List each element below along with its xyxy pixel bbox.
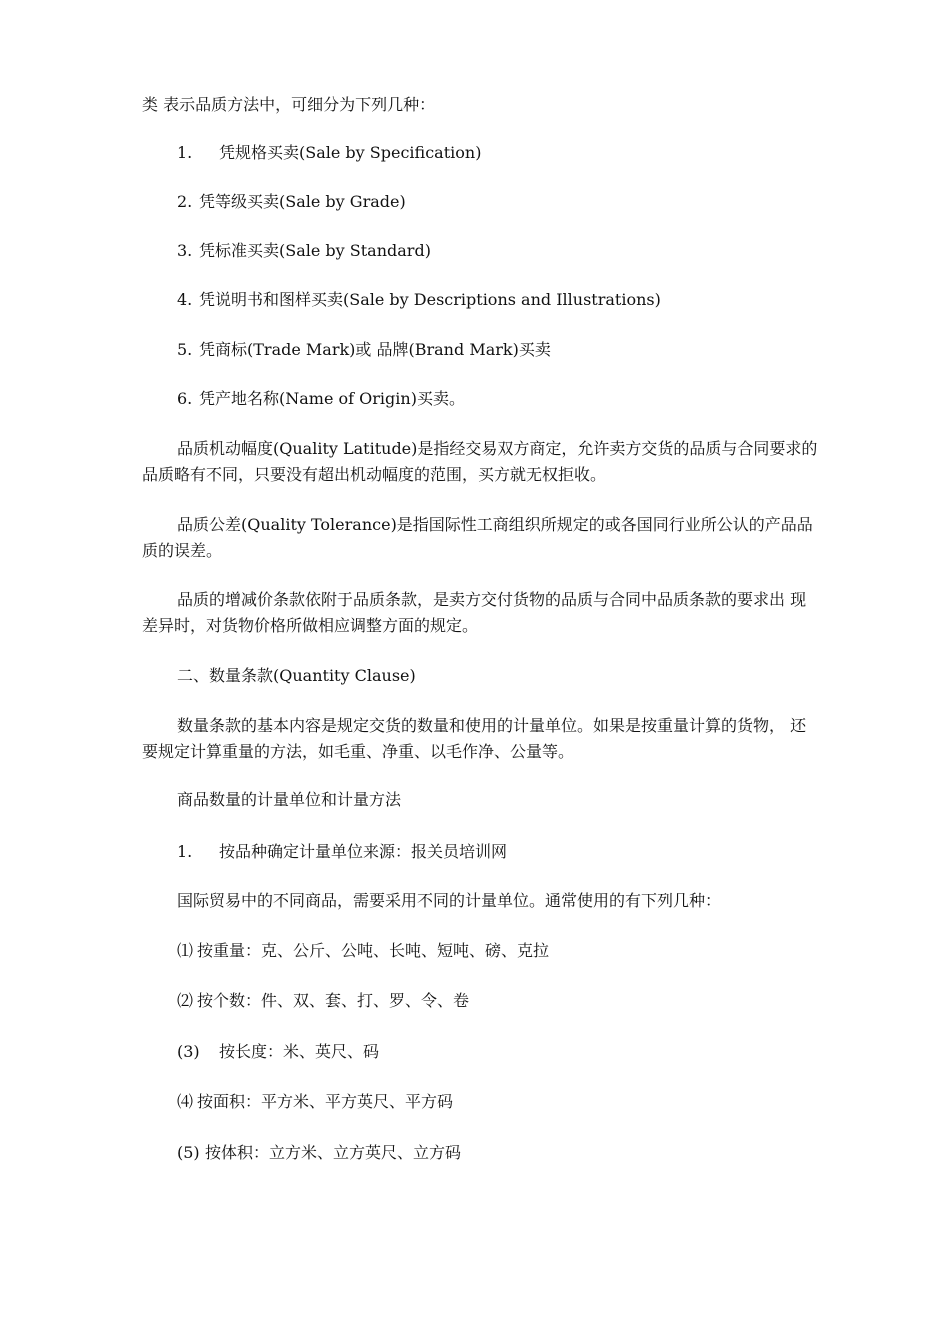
method-item — [177, 339, 857, 361]
method-item — [177, 240, 857, 262]
method-text: 凭规格买卖(Sale by Specification) — [219, 143, 482, 162]
unit-type-text: 按重量：克、公斤、公吨、长吨、短吨、磅、克拉 — [197, 941, 550, 960]
paragraph-quality-tolerance: 品质公差(Quality Tolerance)是指国际性工商组织所规定的或各国同行业所公认的产品品质的误差。 — [142, 515, 813, 560]
paragraph-price-adjust: 品质的增减价条款依附于品质条款，是卖方交付货物的品质与合同中品质条款的要求出 现差异时，对货物价格所做相应调整方面的规定。 — [142, 590, 807, 635]
method-number: 3. — [177, 241, 193, 260]
unit-type-item — [177, 1091, 857, 1113]
unit-type-text: 按长度：米、英尺、码 — [219, 1042, 380, 1061]
method-number: 4. — [177, 290, 193, 309]
units-heading: 商品数量的计量单位和计量方法 — [177, 790, 402, 809]
method-item — [177, 142, 857, 164]
units-item — [177, 841, 857, 863]
units-intro: 国际贸易中的不同商品，需要采用不同的计量单位。通常使用的有下列几种： — [177, 891, 722, 910]
unit-type-text: 按面积：平方米、平方英尺、平方码 — [197, 1092, 454, 1111]
unit-type-text: 按个数：件、双、套、打、罗、令、卷 — [197, 991, 470, 1010]
method-text: 凭说明书和图样买卖(Sale by Descriptions and Illustrations) — [199, 290, 661, 309]
method-number: 1. — [177, 143, 193, 162]
method-item — [177, 191, 857, 213]
method-item — [177, 388, 857, 410]
paragraph-quantity-clause: 数量条款的基本内容是规定交货的数量和使用的计量单位。如果是按重量计算的货物， 还要规定计算重量的方法，如毛重、净重、以毛作净、公量等。 — [142, 716, 807, 761]
method-text: 凭产地名称(Name of Origin)买卖。 — [199, 389, 465, 408]
unit-type-item — [177, 1142, 857, 1164]
intro-line: 类 表示品质方法中，可细分为下列几种： — [142, 95, 436, 114]
unit-type-number: ⑴ — [177, 941, 194, 960]
method-number: 2. — [177, 192, 193, 211]
unit-type-item — [177, 1041, 857, 1063]
method-text: 凭标准买卖(Sale by Standard) — [199, 241, 431, 260]
unit-type-text: 按体积：立方米、立方英尺、立方码 — [205, 1143, 462, 1162]
paragraph-quality-latitude: 品质机动幅度(Quality Latitude)是指经交易双方商定，允许卖方交货的品质与合同要求的品质略有不同，只要没有超出机动幅度的范围，买方就无权拒收。 — [142, 439, 818, 484]
units-item-number: 1. — [177, 842, 193, 861]
unit-type-number: (5) — [177, 1143, 200, 1162]
unit-type-number: (3) — [177, 1042, 200, 1061]
method-text: 凭商标(Trade Mark)或 品牌(Brand Mark)买卖 — [199, 340, 551, 359]
unit-type-item — [177, 940, 857, 962]
units-item-text: 按品种确定计量单位来源：报关员培训网 — [219, 842, 508, 861]
method-number: 5. — [177, 340, 193, 359]
unit-type-item — [177, 990, 857, 1012]
method-item — [177, 289, 857, 311]
unit-type-number: ⑷ — [177, 1092, 194, 1111]
section-title: 二、数量条款(Quantity Clause) — [177, 666, 416, 685]
method-text: 凭等级买卖(Sale by Grade) — [199, 192, 406, 211]
method-number: 6. — [177, 389, 193, 408]
unit-type-number: ⑵ — [177, 991, 194, 1010]
